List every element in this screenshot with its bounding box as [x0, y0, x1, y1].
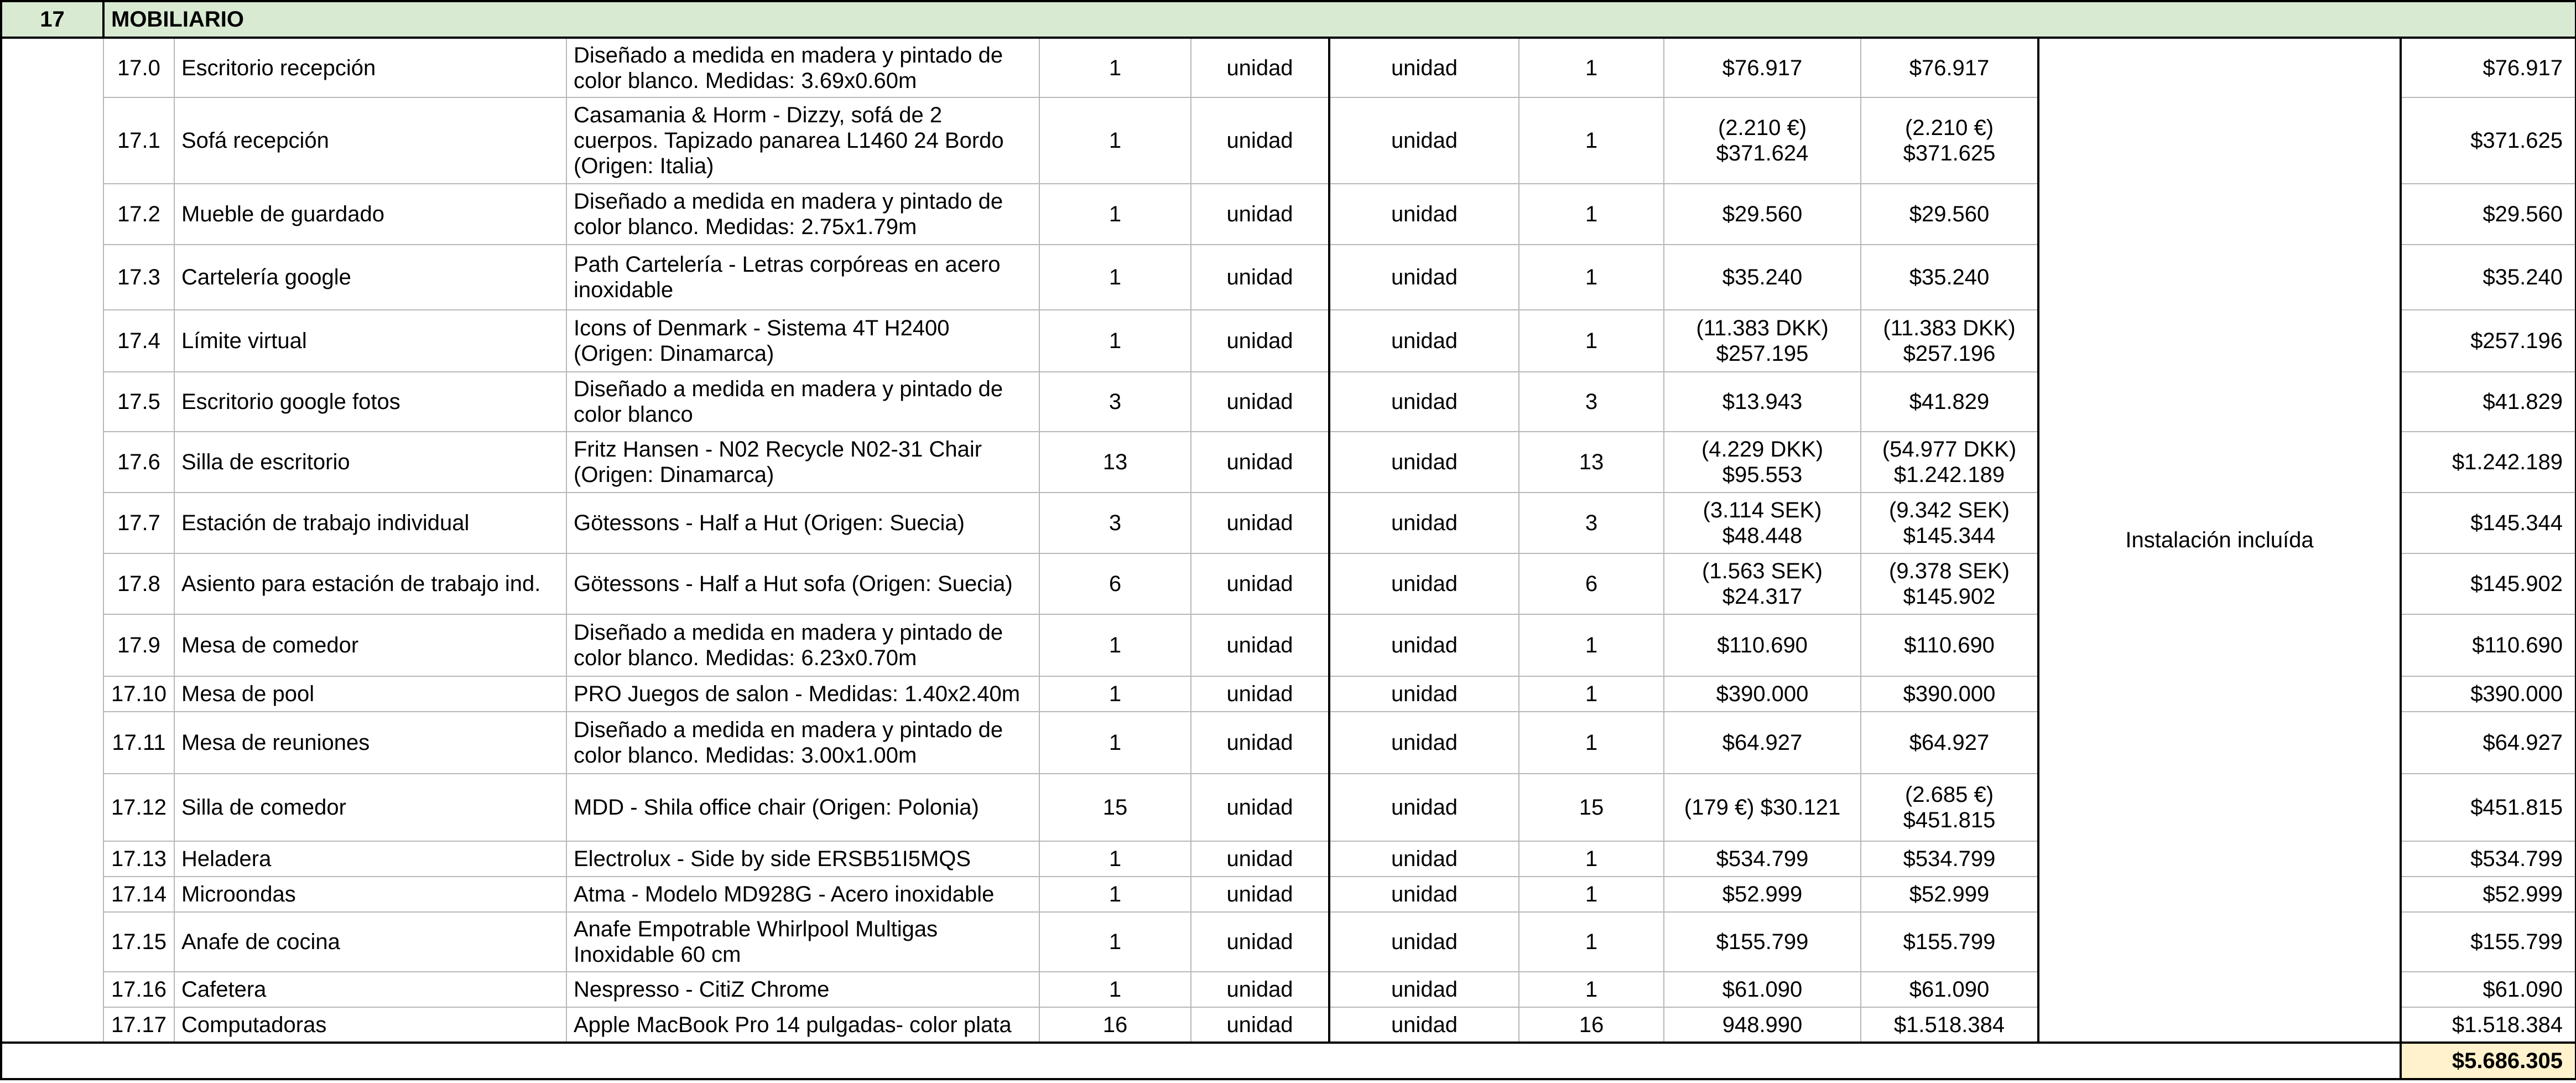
item-subtotal-line: $371.625 [1903, 141, 1996, 165]
item-description-line: color blanco. Medidas: 3.00x1.00m [574, 743, 917, 768]
item-subtotal [1861, 372, 2038, 432]
item-description-line: (Origen: Dinamarca) [574, 341, 774, 366]
item-total: $61.090 [2401, 972, 2576, 1007]
item-unit-price [1664, 432, 1861, 493]
item-quantity: 6 [1039, 553, 1191, 614]
item-unit-price [1664, 38, 1861, 97]
item-unit-price-line: $95.553 [1722, 463, 1803, 487]
item-total: $534.799 [2401, 841, 2576, 877]
item-unit: unidad [1191, 553, 1329, 614]
item-unit-secondary: unidad [1329, 877, 1519, 912]
item-unit-secondary: unidad [1329, 972, 1519, 1007]
item-quantity-secondary: 1 [1519, 614, 1664, 676]
item-name: Sofá recepción [174, 97, 566, 184]
item-subtotal-line: $110.690 [1904, 633, 1995, 657]
item-description [566, 774, 1039, 841]
item-unit-price [1664, 245, 1861, 310]
item-description-line: (Origen: Italia) [574, 154, 714, 178]
item-subtotal-line: $61.090 [1909, 977, 1990, 1002]
item-number: 17.16 [103, 972, 174, 1007]
item-unit-price-line: $76.917 [1722, 55, 1803, 80]
item-subtotal [1861, 432, 2038, 493]
item-subtotal-line: $451.815 [1903, 808, 1996, 832]
item-unit-price [1664, 912, 1861, 972]
item-description-line: color blanco. Medidas: 2.75x1.79m [574, 215, 917, 239]
item-unit-price-line: $155.799 [1716, 930, 1809, 954]
item-quantity: 1 [1039, 712, 1191, 774]
item-unit-price-line: $13.943 [1722, 390, 1803, 414]
item-name: Cartelería google [174, 245, 566, 310]
item-name: Mesa de reuniones [174, 712, 566, 774]
item-total: $1.242.189 [2401, 432, 2576, 493]
item-subtotal [1861, 972, 2038, 1007]
item-description-line: Diseñado a medida en madera y pintado de [574, 620, 1003, 645]
item-unit-price-line: $64.927 [1722, 730, 1803, 755]
item-description-line: MDD - Shila office chair (Origen: Polonia) [574, 795, 979, 820]
item-unit: unidad [1191, 1007, 1329, 1043]
item-name: Escritorio google fotos [174, 372, 566, 432]
item-name: Estación de trabajo individual [174, 493, 566, 553]
item-unit: unidad [1191, 614, 1329, 676]
item-quantity: 13 [1039, 432, 1191, 493]
section-number: 17 [1, 1, 103, 38]
item-description-line: Götessons - Half a Hut (Origen: Suecia) [574, 511, 965, 535]
item-unit-secondary: unidad [1329, 712, 1519, 774]
item-number: 17.0 [103, 38, 174, 97]
item-unit-price-line: $61.090 [1722, 977, 1803, 1002]
item-subtotal-line: (54.977 DKK) [1882, 437, 2017, 462]
item-subtotal [1861, 676, 2038, 712]
item-name: Mesa de comedor [174, 614, 566, 676]
item-subtotal-line: $257.196 [1903, 341, 1996, 366]
item-quantity: 1 [1039, 310, 1191, 372]
item-unit-price-line: $24.317 [1722, 584, 1803, 609]
item-quantity: 16 [1039, 1007, 1191, 1043]
item-quantity: 1 [1039, 972, 1191, 1007]
item-unit: unidad [1191, 972, 1329, 1007]
item-unit: unidad [1191, 712, 1329, 774]
item-unit: unidad [1191, 676, 1329, 712]
item-description-line: color blanco. Medidas: 3.69x0.60m [574, 68, 917, 93]
item-unit-price [1664, 774, 1861, 841]
item-unit: unidad [1191, 841, 1329, 877]
item-subtotal-line: $145.902 [1903, 584, 1996, 609]
item-unit-secondary: unidad [1329, 310, 1519, 372]
item-quantity-secondary: 3 [1519, 372, 1664, 432]
item-description-line: Path Cartelería - Letras corpóreas en acero [574, 252, 1001, 277]
item-description-line: Diseñado a medida en madera y pintado de [574, 718, 1003, 742]
item-number: 17.1 [103, 97, 174, 184]
item-total: $64.927 [2401, 712, 2576, 774]
item-total: $76.917 [2401, 38, 2576, 97]
item-description [566, 1007, 1039, 1043]
item-quantity-secondary: 1 [1519, 912, 1664, 972]
item-quantity-secondary: 1 [1519, 712, 1664, 774]
item-description-line: Fritz Hansen - N02 Recycle N02-31 Chair [574, 437, 982, 462]
item-unit: unidad [1191, 38, 1329, 97]
item-description-line: Diseñado a medida en madera y pintado de [574, 43, 1003, 68]
item-description-line: Atma - Modelo MD928G - Acero inoxidable [574, 882, 995, 906]
item-name: Mesa de pool [174, 676, 566, 712]
item-quantity-secondary: 6 [1519, 553, 1664, 614]
item-number: 17.15 [103, 912, 174, 972]
item-unit-secondary: unidad [1329, 493, 1519, 553]
item-unit: unidad [1191, 245, 1329, 310]
item-subtotal [1861, 614, 2038, 676]
item-unit-price [1664, 972, 1861, 1007]
grand-total-spacer [1, 1043, 2401, 1079]
item-quantity: 1 [1039, 38, 1191, 97]
item-name: Anafe de cocina [174, 912, 566, 972]
item-name: Asiento para estación de trabajo ind. [174, 553, 566, 614]
item-total: $145.344 [2401, 493, 2576, 553]
item-number: 17.14 [103, 877, 174, 912]
item-unit-secondary: unidad [1329, 676, 1519, 712]
item-subtotal [1861, 1007, 2038, 1043]
item-unit-price [1664, 184, 1861, 245]
item-quantity-secondary: 1 [1519, 972, 1664, 1007]
item-unit-price [1664, 676, 1861, 712]
item-unit: unidad [1191, 310, 1329, 372]
item-number: 17.6 [103, 432, 174, 493]
item-description-line: cuerpos. Tapizado panarea L1460 24 Bordo [574, 128, 1004, 153]
item-quantity: 1 [1039, 841, 1191, 877]
item-total: $145.902 [2401, 553, 2576, 614]
item-unit-secondary: unidad [1329, 912, 1519, 972]
item-unit-price-line: (179 €) $30.121 [1684, 795, 1841, 820]
item-subtotal [1861, 245, 2038, 310]
item-unit-secondary: unidad [1329, 553, 1519, 614]
item-subtotal-line: (11.383 DKK) [1883, 316, 2016, 340]
item-description [566, 372, 1039, 432]
item-unit-price-line: (11.383 DKK) [1696, 316, 1829, 340]
item-name: Microondas [174, 877, 566, 912]
item-subtotal-line: $76.917 [1909, 55, 1990, 80]
item-subtotal-line: (9.378 SEK) [1889, 559, 2010, 583]
item-name: Silla de comedor [174, 774, 566, 841]
item-number: 17.2 [103, 184, 174, 245]
item-description-line: Casamania & Horm - Dizzy, sofá de 2 [574, 103, 943, 127]
item-unit-price-line: $48.448 [1722, 524, 1803, 548]
item-unit-price-line: $110.690 [1717, 633, 1808, 657]
item-number: 17.10 [103, 676, 174, 712]
item-quantity-secondary: 1 [1519, 97, 1664, 184]
item-unit-secondary: unidad [1329, 841, 1519, 877]
item-unit-secondary: unidad [1329, 774, 1519, 841]
item-subtotal-line: $35.240 [1909, 265, 1990, 289]
item-subtotal-line: (2.685 €) [1904, 783, 1994, 807]
item-quantity-secondary: 1 [1519, 38, 1664, 97]
item-unit-secondary: unidad [1329, 184, 1519, 245]
item-unit-price-line: $29.560 [1722, 202, 1803, 226]
item-description [566, 432, 1039, 493]
item-unit: unidad [1191, 97, 1329, 184]
item-number: 17.12 [103, 774, 174, 841]
item-unit-secondary: unidad [1329, 97, 1519, 184]
item-description-line: Diseñado a medida en madera y pintado de [574, 189, 1003, 214]
item-quantity: 1 [1039, 877, 1191, 912]
item-unit-price [1664, 841, 1861, 877]
item-unit-price-line: 948.990 [1722, 1012, 1803, 1037]
table-row [1, 38, 2576, 97]
item-subtotal-line: $155.799 [1903, 930, 1996, 954]
item-subtotal [1861, 841, 2038, 877]
item-unit-secondary: unidad [1329, 1007, 1519, 1043]
item-description-line: Nespresso - CitiZ Chrome [574, 977, 830, 1002]
item-name: Computadoras [174, 1007, 566, 1043]
item-number: 17.11 [103, 712, 174, 774]
item-number: 17.13 [103, 841, 174, 877]
item-subtotal [1861, 712, 2038, 774]
item-subtotal [1861, 912, 2038, 972]
item-description [566, 38, 1039, 97]
item-unit: unidad [1191, 912, 1329, 972]
item-name: Mueble de guardado [174, 184, 566, 245]
item-unit-price-line: $257.195 [1716, 341, 1809, 366]
grand-total-value: $5.686.305 [2401, 1043, 2576, 1079]
item-quantity: 3 [1039, 493, 1191, 553]
item-subtotal [1861, 493, 2038, 553]
item-total: $41.829 [2401, 372, 2576, 432]
item-quantity: 3 [1039, 372, 1191, 432]
item-number: 17.7 [103, 493, 174, 553]
item-subtotal-line: $64.927 [1909, 730, 1990, 755]
item-unit-price-line: (3.114 SEK) [1703, 498, 1822, 522]
item-subtotal-line: $1.242.189 [1893, 463, 2005, 487]
item-total: $1.518.384 [2401, 1007, 2576, 1043]
item-subtotal-line: $29.560 [1909, 202, 1990, 226]
item-unit-secondary: unidad [1329, 245, 1519, 310]
item-description-line: PRO Juegos de salon - Medidas: 1.40x2.40m [574, 682, 1021, 706]
item-subtotal-line: $41.829 [1909, 390, 1990, 414]
item-unit-price [1664, 1007, 1861, 1043]
item-unit-price [1664, 97, 1861, 184]
item-subtotal-line: $534.799 [1903, 847, 1996, 871]
item-quantity: 1 [1039, 184, 1191, 245]
item-unit-price [1664, 712, 1861, 774]
item-subtotal-line: (2.210 €) [1904, 116, 1994, 140]
item-subtotal [1861, 184, 2038, 245]
item-unit-price-line: $390.000 [1716, 682, 1809, 706]
section-header-row [1, 1, 2576, 38]
item-description [566, 912, 1039, 972]
item-subtotal-line: $145.344 [1903, 524, 1996, 548]
item-unit-secondary: unidad [1329, 372, 1519, 432]
item-total: $52.999 [2401, 877, 2576, 912]
item-quantity-secondary: 1 [1519, 310, 1664, 372]
item-total: $29.560 [2401, 184, 2576, 245]
item-description-line: Apple MacBook Pro 14 pulgadas- color plata [574, 1012, 1012, 1037]
item-quantity-secondary: 1 [1519, 841, 1664, 877]
item-quantity-secondary: 1 [1519, 184, 1664, 245]
item-total: $110.690 [2401, 614, 2576, 676]
item-number: 17.4 [103, 310, 174, 372]
item-unit-price-line: (1.563 SEK) [1702, 559, 1823, 583]
item-unit-price-line: $52.999 [1722, 882, 1803, 906]
grand-total-row [1, 1043, 2576, 1079]
item-description [566, 676, 1039, 712]
item-description-line: (Origen: Dinamarca) [574, 463, 774, 487]
item-description-line: Götessons - Half a Hut sofa (Origen: Suecia) [574, 572, 1013, 596]
item-unit-secondary: unidad [1329, 38, 1519, 97]
item-quantity-secondary: 15 [1519, 774, 1664, 841]
item-unit-price-line: $35.240 [1722, 265, 1803, 289]
item-name: Cafetera [174, 972, 566, 1007]
item-description-line: color blanco. Medidas: 6.23x0.70m [574, 646, 917, 670]
section-title: MOBILIARIO [103, 1, 2576, 38]
item-description-line: color blanco [574, 402, 693, 427]
item-unit-secondary: unidad [1329, 432, 1519, 493]
item-subtotal [1861, 877, 2038, 912]
item-description-line: Diseñado a medida en madera y pintado de [574, 377, 1003, 401]
item-unit-price-line: (2.210 €) [1718, 116, 1807, 140]
item-number: 17.8 [103, 553, 174, 614]
item-description [566, 841, 1039, 877]
item-total: $155.799 [2401, 912, 2576, 972]
item-unit-price-line: $371.624 [1716, 141, 1809, 165]
item-quantity: 1 [1039, 676, 1191, 712]
item-name: Escritorio recepción [174, 38, 566, 97]
item-subtotal-line: $52.999 [1909, 882, 1990, 906]
item-quantity-secondary: 1 [1519, 245, 1664, 310]
item-name: Silla de escritorio [174, 432, 566, 493]
item-description [566, 972, 1039, 1007]
item-description-line: Icons of Denmark - Sistema 4T H2400 [574, 316, 950, 340]
item-subtotal-line: $390.000 [1903, 682, 1996, 706]
item-description [566, 245, 1039, 310]
item-total: $451.815 [2401, 774, 2576, 841]
item-quantity: 1 [1039, 614, 1191, 676]
item-quantity-secondary: 13 [1519, 432, 1664, 493]
item-number: 17.9 [103, 614, 174, 676]
item-quantity: 1 [1039, 97, 1191, 184]
item-description-line: Inoxidable 60 cm [574, 942, 741, 967]
item-name: Heladera [174, 841, 566, 877]
item-unit-price [1664, 310, 1861, 372]
item-unit: unidad [1191, 432, 1329, 493]
item-subtotal [1861, 97, 2038, 184]
item-description [566, 553, 1039, 614]
item-total: $257.196 [2401, 310, 2576, 372]
item-unit-price [1664, 372, 1861, 432]
installation-note: Instalación incluída [2038, 38, 2401, 1043]
item-description-line: inoxidable [574, 278, 674, 302]
item-subtotal [1861, 310, 2038, 372]
item-unit-price [1664, 877, 1861, 912]
item-unit-price-line: (4.229 DKK) [1701, 437, 1824, 462]
item-name: Límite virtual [174, 310, 566, 372]
item-unit-price [1664, 493, 1861, 553]
item-unit: unidad [1191, 493, 1329, 553]
item-description-line: Anafe Empotrable Whirlpool Multigas [574, 917, 938, 941]
item-description [566, 493, 1039, 553]
item-unit: unidad [1191, 184, 1329, 245]
item-quantity-secondary: 16 [1519, 1007, 1664, 1043]
item-description [566, 97, 1039, 184]
item-quantity: 1 [1039, 245, 1191, 310]
item-unit-secondary: unidad [1329, 614, 1519, 676]
item-description [566, 877, 1039, 912]
item-description [566, 310, 1039, 372]
item-subtotal-line: $1.518.384 [1893, 1012, 2005, 1037]
item-subtotal [1861, 774, 2038, 841]
item-unit-price [1664, 614, 1861, 676]
item-unit: unidad [1191, 372, 1329, 432]
item-description [566, 712, 1039, 774]
item-quantity-secondary: 1 [1519, 676, 1664, 712]
item-unit: unidad [1191, 877, 1329, 912]
item-number: 17.17 [103, 1007, 174, 1043]
item-subtotal [1861, 38, 2038, 97]
item-quantity-secondary: 1 [1519, 877, 1664, 912]
item-subtotal [1861, 553, 2038, 614]
item-description-line: Electrolux - Side by side ERSB51I5MQS [574, 847, 971, 871]
item-quantity: 1 [1039, 912, 1191, 972]
item-unit: unidad [1191, 774, 1329, 841]
item-number: 17.3 [103, 245, 174, 310]
item-subtotal-line: (9.342 SEK) [1889, 498, 2010, 522]
section-indent-cell [1, 38, 103, 1043]
item-quantity: 15 [1039, 774, 1191, 841]
item-total: $35.240 [2401, 245, 2576, 310]
item-total: $390.000 [2401, 676, 2576, 712]
item-unit-price-line: $534.799 [1716, 847, 1809, 871]
item-unit-price [1664, 553, 1861, 614]
item-total: $371.625 [2401, 97, 2576, 184]
item-description [566, 184, 1039, 245]
item-quantity-secondary: 3 [1519, 493, 1664, 553]
item-number: 17.5 [103, 372, 174, 432]
item-description [566, 614, 1039, 676]
